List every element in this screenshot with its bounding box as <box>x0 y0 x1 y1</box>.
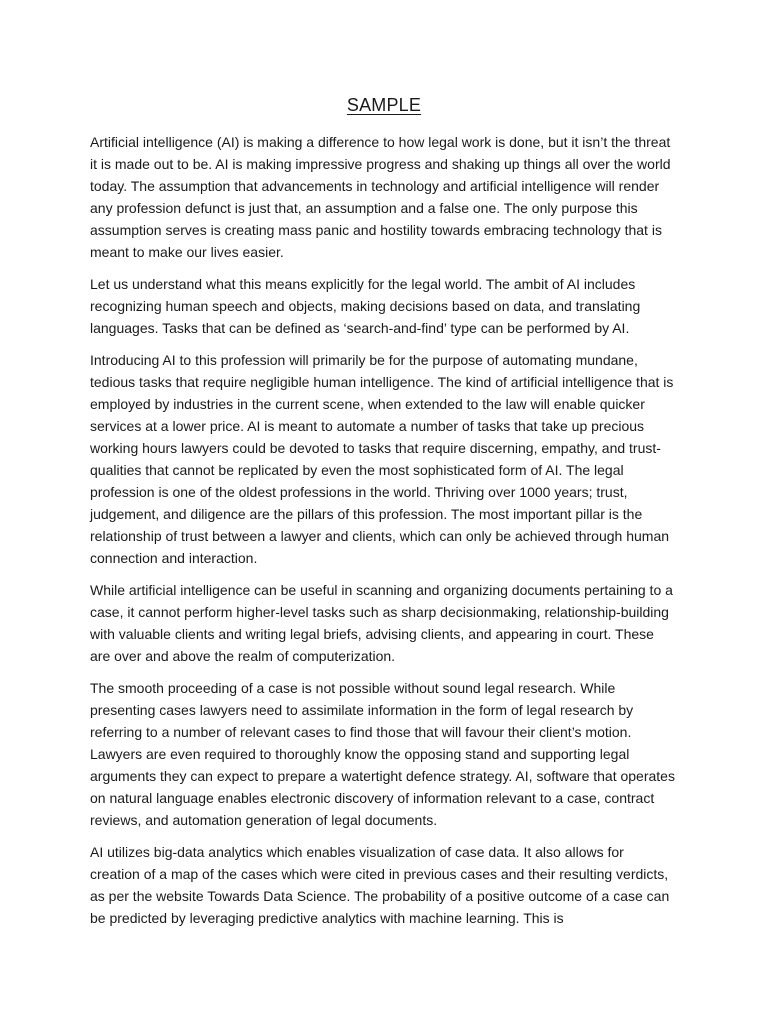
paragraph-3: Introducing AI to this profession will primarily be for the purpose of automating mundane, tedious tasks that require negligible human intelligence. The kind of artificial intelligence that is employed by industries in the current scene, when extended to the law will enable quicker services at a lower price. AI is meant to automate a number of tasks that take up precious working hours lawyers could be devoted to tasks that require discerning, empathy, and trust- qualities that cannot be replicated by even the most sophisticated form of AI. The legal profession is one of the oldest professions in the world. Thriving over 1000 years; trust, judgement, and diligence are the pillars of this profession. The most important pillar is the relationship of trust between a lawyer and clients, which can only be achieved through human connection and interaction. <box>90 352 674 566</box>
document-title: SAMPLE <box>346 95 422 115</box>
paragraph-2: Let us understand what this means explicitly for the legal world. The ambit of AI includes recognizing human speech and objects, making decisions based on data, and translating languages. Tasks that can be defined as ‘search-and-find’ type can be performed by AI. <box>90 276 641 336</box>
paragraph-6: AI utilizes big-data analytics which enables visualization of case data. It also allows for creation of a map of the cases which were cited in previous cases and their resulting verdicts, as per the website Towards Data Science. The probability of a positive outcome of a case can be predicted by leveraging predictive analytics with machine learning. This is <box>90 844 670 926</box>
paragraph-4: While artificial intelligence can be useful in scanning and organizing documents pertaining to a case, it cannot perform higher-level tasks such as sharp decisionmaking, relationship-building with valuable clients and writing legal briefs, advising clients, and appearing in court. These are over and above the realm of computerization. <box>90 582 673 664</box>
paragraph-1: Artificial intelligence (AI) is making a difference to how legal work is done, but it isn’t the threat it is made out to be. AI is making impressive progress and shaking up things all over the world today. The assumption that advancements in technology and artificial intelligence will render any profession defunct is just that, an assumption and a false one. The only purpose this assumption serves is creating mass panic and hostility towards embracing technology that is meant to make our lives easier. <box>90 134 671 260</box>
paragraph-5: The smooth proceeding of a case is not possible without sound legal research. While presenting cases lawyers need to assimilate information in the form of legal research by referring to a number of relevant cases to find those that will favour their client’s motion. Lawyers are even required to thoroughly know the opposing stand and supporting legal arguments they can expect to prepare a watertight defence strategy. AI, software that operates on natural language enables electronic discovery of information relevant to a case, contract reviews, and automation generation of legal documents. <box>90 680 675 828</box>
document-body <box>90 131 676 939</box>
